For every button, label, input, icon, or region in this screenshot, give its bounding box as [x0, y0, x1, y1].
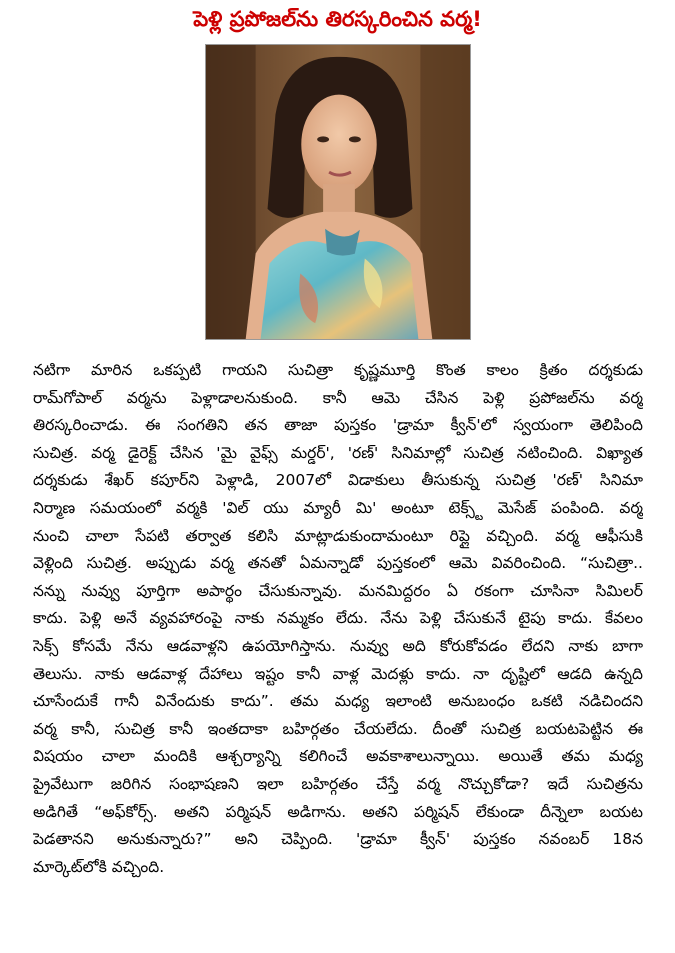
article-line: సుచిత్ర. వర్మ డైరెక్ట్ చేసిన 'మై వైఫ్స్ మర్డర్', 'రణ్' సినిమాల్లో సుచిత్ర నటించింది. విఖ్యాత	[33, 443, 643, 462]
article-photo	[205, 44, 471, 340]
article-line: నన్ను నువ్వు పూర్తిగా అపార్థం చేసుకున్నావు. మనమిద్దరం ఏ రకంగా చూసినా సిమిలర్	[33, 581, 643, 600]
article-line: నుంచి చాలా సేపటి తర్వాత కలిసి మాట్లాడుకుందామంటూ రిప్లై వచ్చింది. వర్మ ఆఫీసుకి	[33, 526, 643, 545]
article-line: పెడతానని అనుకున్నారు?” అని చెప్పింది. 'డ్రామా క్వీన్' పుస్తకం నవంబర్ 18న	[33, 830, 643, 849]
article-line: కాదు. పెళ్లి అనే వ్యవహారంపై నాకు నమ్మకం లేదు. నేను పెళ్లి చేసుకునే టైపు కాదు. కేవలం	[33, 609, 643, 628]
article-line: వెళ్లింది సుచిత్ర. అప్పుడు వర్మ తనతో ఏమన్నాడో పుస్తకంలో ఆమె వివరించింది. “సుచిత్రా..	[33, 554, 643, 573]
article-line: మార్కెట్‌లోకి వచ్చింది.	[33, 857, 165, 876]
article-body	[33, 357, 643, 881]
article-line: నిర్మాణ సమయంలో వర్మకి 'విల్ యు మ్యారీ మి' అంటూ టెక్స్ట్ మెసేజ్ పంపింది. వర్మ	[33, 498, 643, 517]
article-headline: పెళ్లి ప్రపోజల్‌ను తిరస్కరించిన వర్మ!	[193, 7, 482, 31]
article-line: తెలుసు. నాకు ఆడవాళ్ల దేహాలు ఇష్టం కానీ వాళ్ల మెదళ్లు కాదు. నా దృష్టిలో ఆడది ఉన్నది	[33, 664, 643, 683]
article-line: రామ్‌గోపాల్ వర్మను పెళ్లాడాలనుకుంది. కానీ ఆమె చేసిన పెళ్లి ప్రపోజల్‌ను వర్మ	[33, 388, 643, 407]
article-line: సెక్స్ కోసమే నేను ఆడవాళ్లని ఉపయోగిస్తాను. నువ్వు అది కోరుకోవడం లేదని నాకు బాగా	[33, 636, 643, 655]
article-line: వర్మ కానీ, సుచిత్ర కానీ ఇంతదాకా బహిర్గతం చేయలేదు. దీంతో సుచిత్ర బయటపెట్టిన ఈ	[33, 719, 643, 738]
article-line: దర్శకుడు శేఖర్ కపూర్‌ని పెళ్లాడి, 2007లో విడాకులు తీసుకున్న సుచిత్ర 'రణ్' సినిమా	[33, 471, 643, 490]
article-line: తిరస్కరించాడు. ఈ సంగతిని తన తాజా పుస్తకం 'డ్రామా క్వీన్'లో స్వయంగా తెలిపింది	[33, 416, 643, 435]
portrait-image	[206, 45, 470, 339]
article-line: ప్రైవేటుగా జరిగిన సంభాషణని ఇలా బహిర్గతం చేస్తే వర్మ నొచ్చుకోడా? ఇదే సుచిత్రను	[33, 774, 643, 793]
article-line: నటిగా మారిన ఒకప్పటి గాయని సుచిత్రా కృష్ణమూర్తి కొంత కాలం క్రితం దర్శకుడు	[33, 361, 643, 379]
article-line: అడిగితే “అఫ్‌కోర్స్. అతని పర్మిషన్ అడిగాను. అతని పర్మిషన్ లేకుండా దీన్నెలా బయట	[33, 802, 643, 821]
article-line: విషయం చాలా మందికి ఆశ్చర్యాన్ని కలిగించే అవకాశాలున్నాయి. అయితే తమ మధ్య	[33, 747, 643, 766]
article-line: చూసేందుకే గానీ వినేందుకు కాదు”. తమ మధ్య ఇలాంటి అనుబంధం ఒకటి నడిచిందని	[33, 692, 643, 711]
